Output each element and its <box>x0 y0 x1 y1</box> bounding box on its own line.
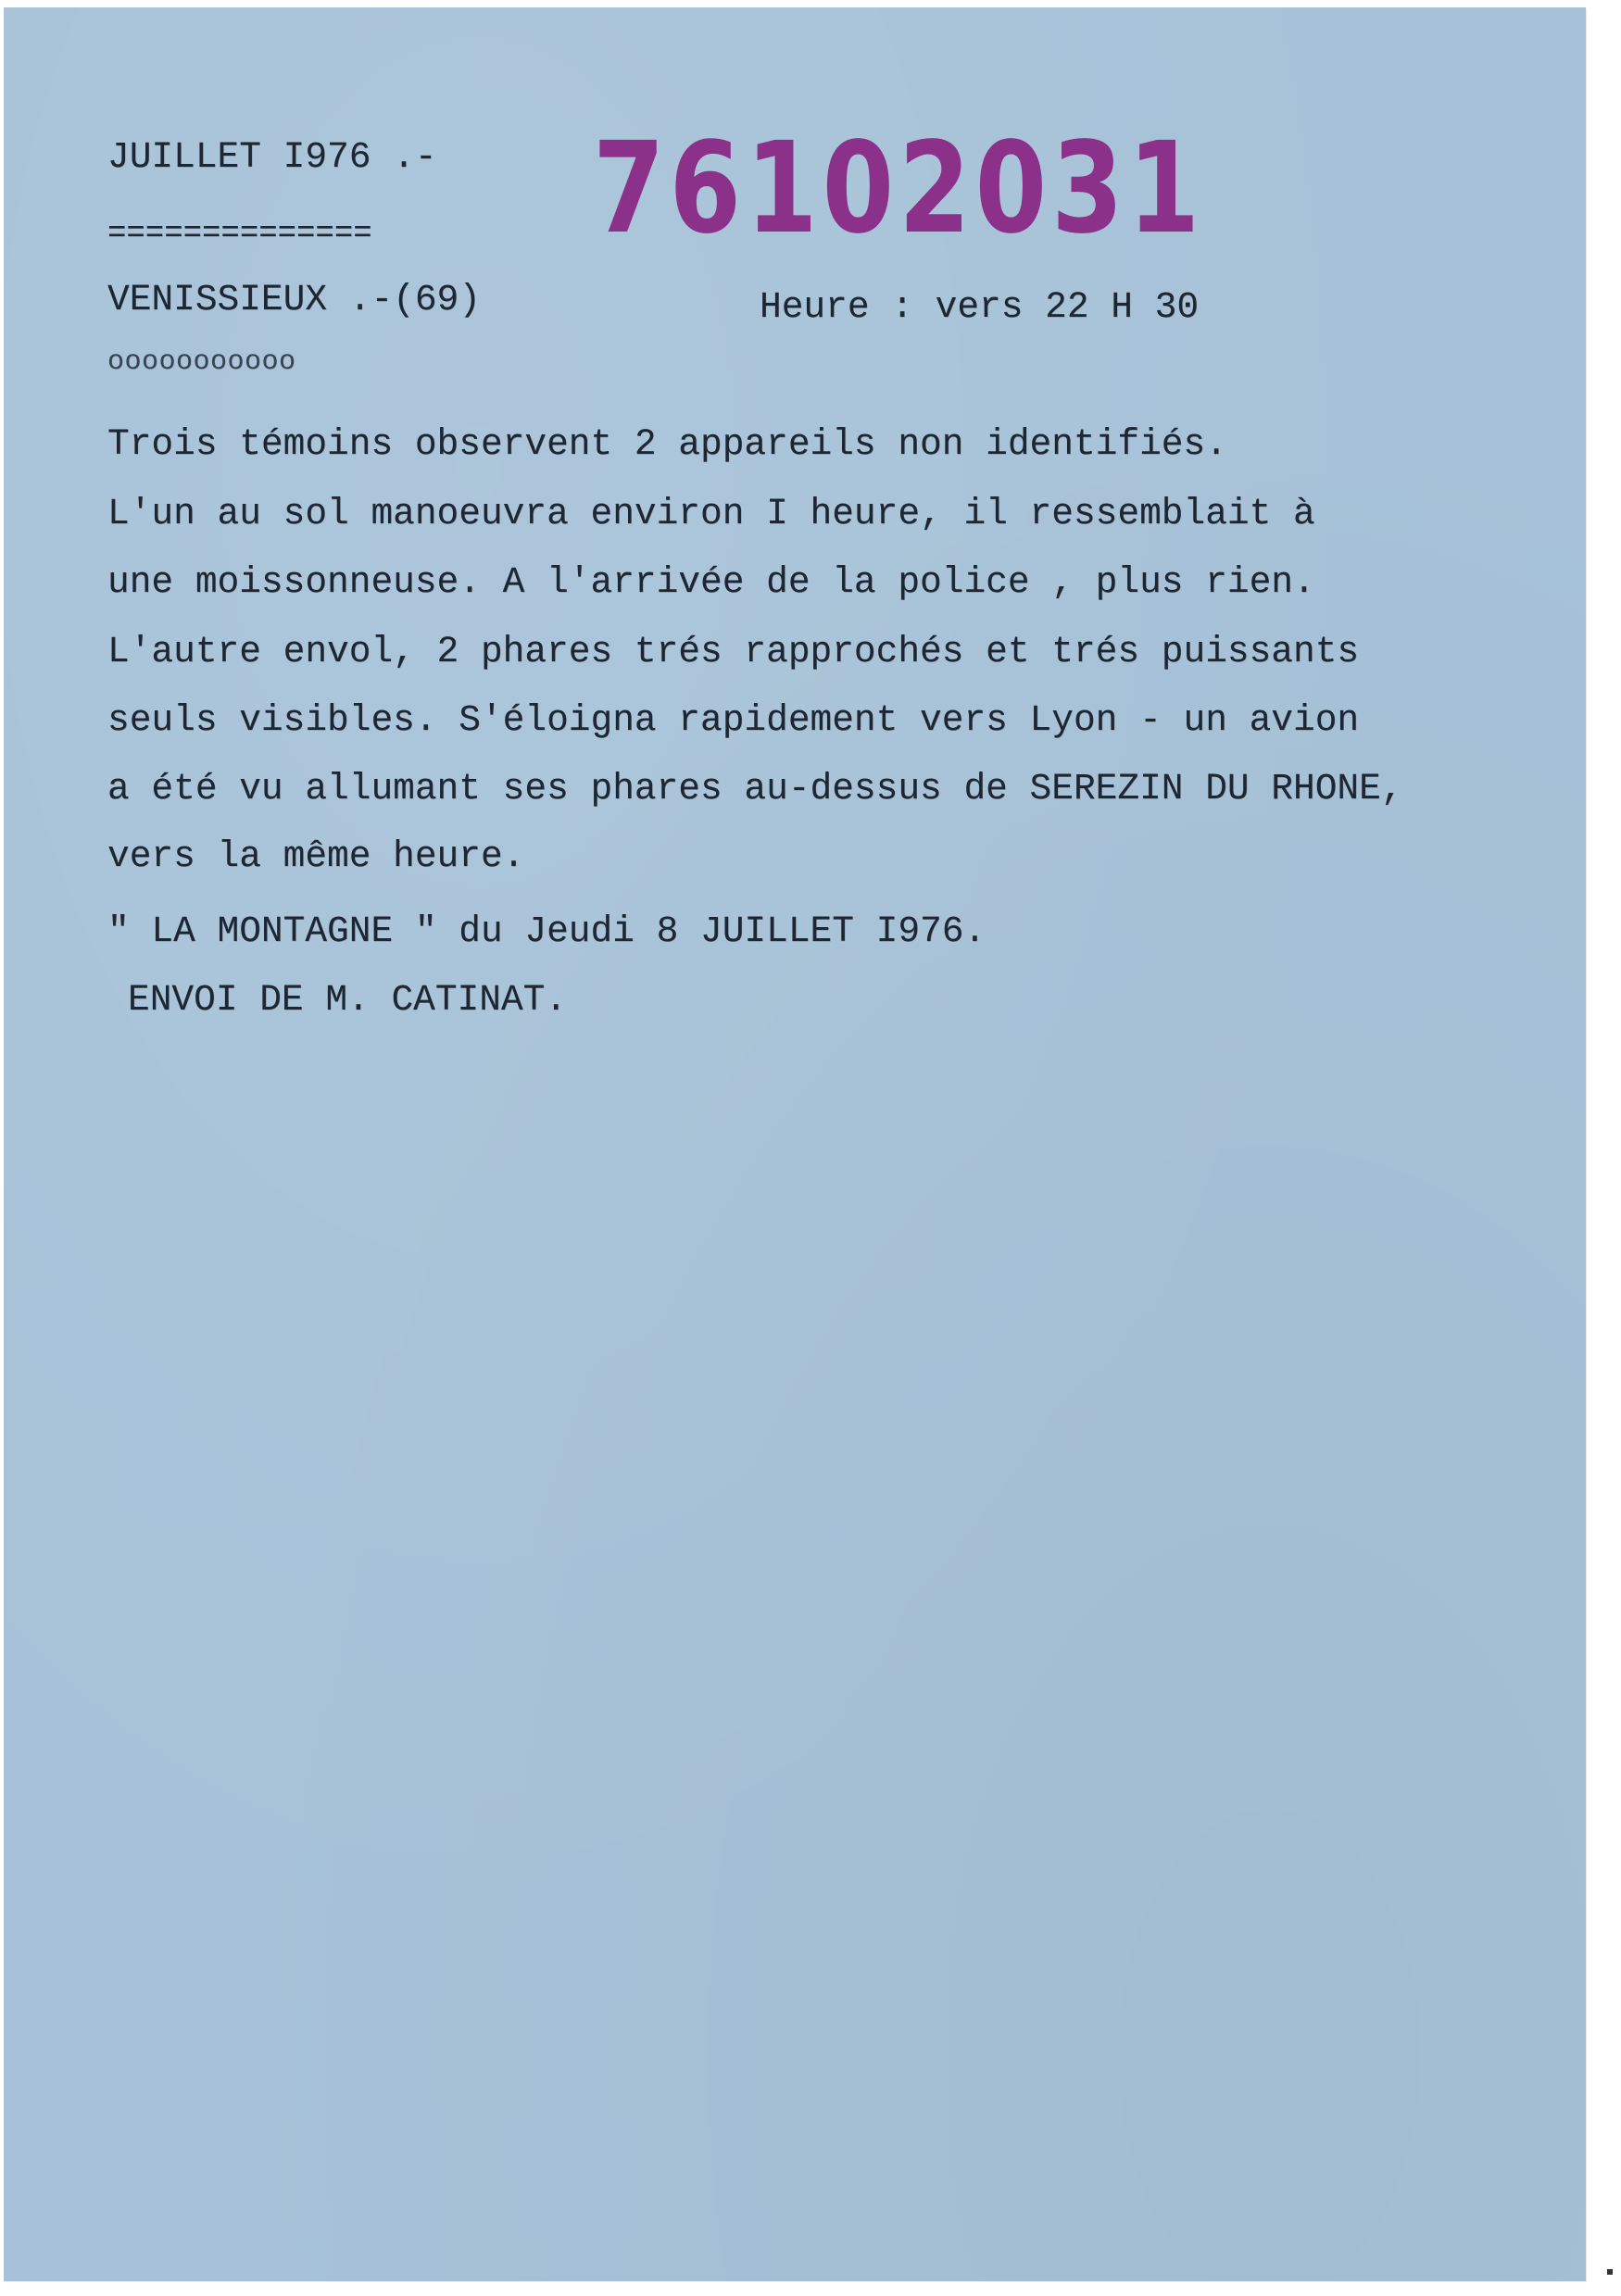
scan-corner-mark <box>1607 2269 1613 2275</box>
report-time: Heure : vers 22 H 30 <box>760 286 1200 328</box>
body-line: seuls visibles. S'éloigna rapidement vers Lyon - un avion <box>107 699 1360 741</box>
date-underline: ============== <box>107 217 372 252</box>
body-line: Trois témoins observent 2 appareils non identifiés. <box>107 423 1227 465</box>
sender-line: ENVOI DE M. CATINAT. <box>128 979 568 1021</box>
body-line: L'autre envol, 2 phares trés rapprochés et trés puissants <box>107 631 1360 672</box>
body-line: vers la même heure. <box>107 835 525 877</box>
body-line: a été vu allumant ses phares au-dessus de SEREZIN DU RHONE, <box>107 768 1403 809</box>
scan-margin <box>1586 0 1621 2296</box>
body-line: L'un au sol manoeuvra environ I heure, il ressemblait à <box>107 493 1315 534</box>
body-line: une moissonneuse. A l'arrivée de la police , plus rien. <box>107 561 1315 603</box>
location-underline: ooooooooooo <box>107 346 296 378</box>
index-card <box>4 7 1586 2281</box>
case-number-stamp: 76102031 <box>593 116 1205 262</box>
report-date: JUILLET I976 .- <box>107 136 437 178</box>
report-location: VENISSIEUX .-(69) <box>107 279 481 320</box>
source-citation: " LA MONTAGNE " du Jeudi 8 JUILLET I976. <box>107 910 986 952</box>
